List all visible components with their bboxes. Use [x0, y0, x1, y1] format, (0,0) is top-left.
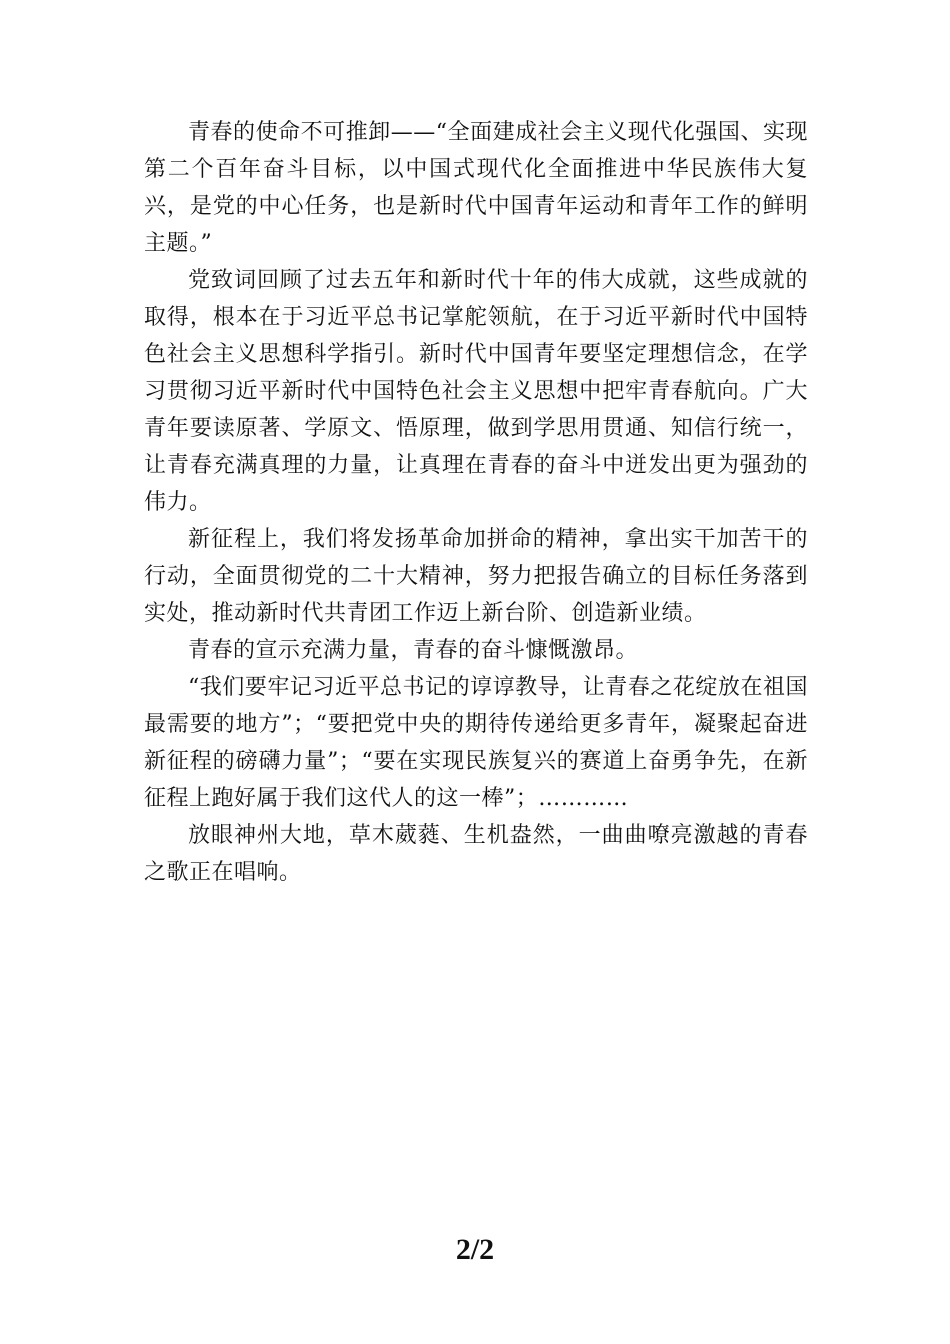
paragraph-achievements: 党致词回顾了过去五年和新时代十年的伟大成就，这些成就的取得，根本在于习近平总书记掌舵领航，在于习近平新时代中国特色社会主义思想科学指引。新时代中国青年要坚定理想信念，在学习贯彻习近平新时代中国特色社会主义思想中把牢青春航向。广大青年要读原著、学原文、悟原理，做到学思用贯通、知信行统一，让青春充满真理的力量，让真理在青春的奋斗中迸发出更为强劲的伟力。	[144, 268, 808, 515]
paragraph-mission: 青春的使命不可推卸——“全面建成社会主义现代化强国、实现第二个百年奋斗目标，以中国式现代化全面推进中华民族伟大复兴，是党的中心任务，也是新时代中国青年运动和青年工作的鲜明主题。”	[144, 120, 808, 256]
paragraph-quotes: “我们要牢记习近平总书记的谆谆教导，让青春之花绽放在祖国最需要的地方”；“要把党中央的期待传递给更多青年，凝聚起奋进新征程的磅礴力量”；“要在实现民族复兴的赛道上奋勇争先，在新征程上跑好属于我们这代人的这一棒”；…………	[144, 675, 808, 811]
paragraph-declaration: 青春的宣示充满力量，青春的奋斗慷慨激昂。	[188, 638, 639, 663]
page-number: 2/2	[455, 1233, 495, 1266]
body-text	[144, 114, 808, 891]
paragraph-closing: 放眼神州大地，草木葳蕤、生机盎然，一曲曲嘹亮激越的青春之歌正在唱响。	[144, 823, 808, 885]
paragraph-new-journey: 新征程上，我们将发扬革命加拼命的精神，拿出实干加苦干的行动，全面贯彻党的二十大精神，努力把报告确立的目标任务落到实处，推动新时代共青团工作迈上新台阶、创造新业绩。	[144, 527, 808, 626]
